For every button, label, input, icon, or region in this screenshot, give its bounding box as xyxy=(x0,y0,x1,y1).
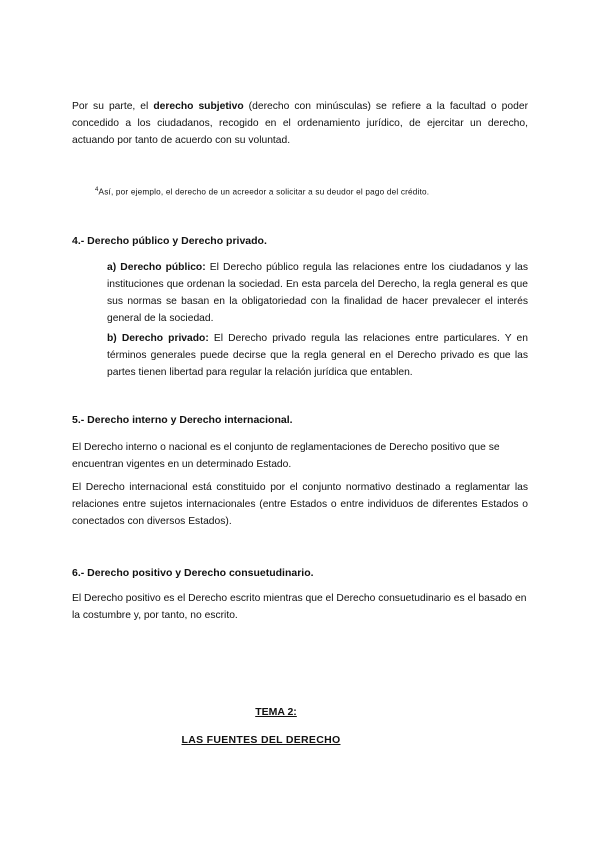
section5-heading xyxy=(72,412,528,429)
paragraph-derecho-subjetivo xyxy=(72,98,528,149)
section6-p1-text: El Derecho positivo es el Derecho escrito mientras que el Derecho consuetudinario es el basado en la costumbre y, por tanto, no escrito. xyxy=(72,593,527,621)
tema-title xyxy=(0,732,522,749)
text-pre: Por su parte, el xyxy=(72,101,154,112)
section6-heading xyxy=(72,565,528,582)
tema-label-text: TEMA 2: xyxy=(255,706,297,718)
section5-heading-text: 5.- Derecho interno y Derecho internacional. xyxy=(72,414,293,426)
section5-paragraph-1 xyxy=(72,439,528,473)
privado-label: b) Derecho privado: xyxy=(107,333,209,344)
section5-paragraph-2 xyxy=(72,479,528,530)
tema-label xyxy=(0,704,552,721)
publico-text: El Derecho público regula las relaciones entre los ciudadanos y las instituciones que ordenan la sociedad. En esta parcela del Derecho, la regla general es que sus normas se basan en la obligatoriedad con la finalidad de hacer prevalecer el interés general de la sociedad. xyxy=(107,262,528,324)
term-derecho-subjetivo: derecho subjetivo xyxy=(153,101,244,112)
section6-heading-text: 6.- Derecho positivo y Derecho consuetudinario. xyxy=(72,567,314,579)
footnote-text: Así, por ejemplo, el derecho de un acreedor a solicitar a su deudor el pago del crédito. xyxy=(98,187,430,197)
footnote-mark: 4 xyxy=(95,187,99,193)
section4-privado xyxy=(107,330,528,381)
section4-publico xyxy=(107,259,528,327)
section6-paragraph-1 xyxy=(72,590,528,624)
privado-text: El Derecho privado regula las relaciones entre particulares. Y en términos generales puede decirse que la regla general en el Derecho privado es que las partes tienen libertad para regular la relación jurídica que entablen. xyxy=(107,333,528,378)
section4-heading xyxy=(72,233,528,250)
text-post: (derecho con minúsculas) se refiere a la facultad o poder concedido a los ciudadanos, recogido en el ordenamiento jurídico, de ejercitar un derecho, actuando por tanto de acuerdo con su voluntad. xyxy=(72,101,529,146)
section5-p1-text: El Derecho interno o nacional es el conjunto de reglamentaciones de Derecho positivo que se encuentran vigentes en un determinado Estado. xyxy=(72,442,500,470)
tema-title-text: LAS FUENTES DEL DERECHO xyxy=(181,734,341,746)
section5-p2-text: El Derecho internacional está constituido por el conjunto normativo destinado a reglamentar las relaciones entre sujetos internacionales (entre Estados o entre individuos de diferentes Estados o conectados con diversos Estados). xyxy=(72,482,528,527)
footnote xyxy=(95,182,515,201)
section4-heading-text: 4.- Derecho público y Derecho privado. xyxy=(72,235,267,247)
publico-label: a) Derecho público: xyxy=(107,262,206,273)
